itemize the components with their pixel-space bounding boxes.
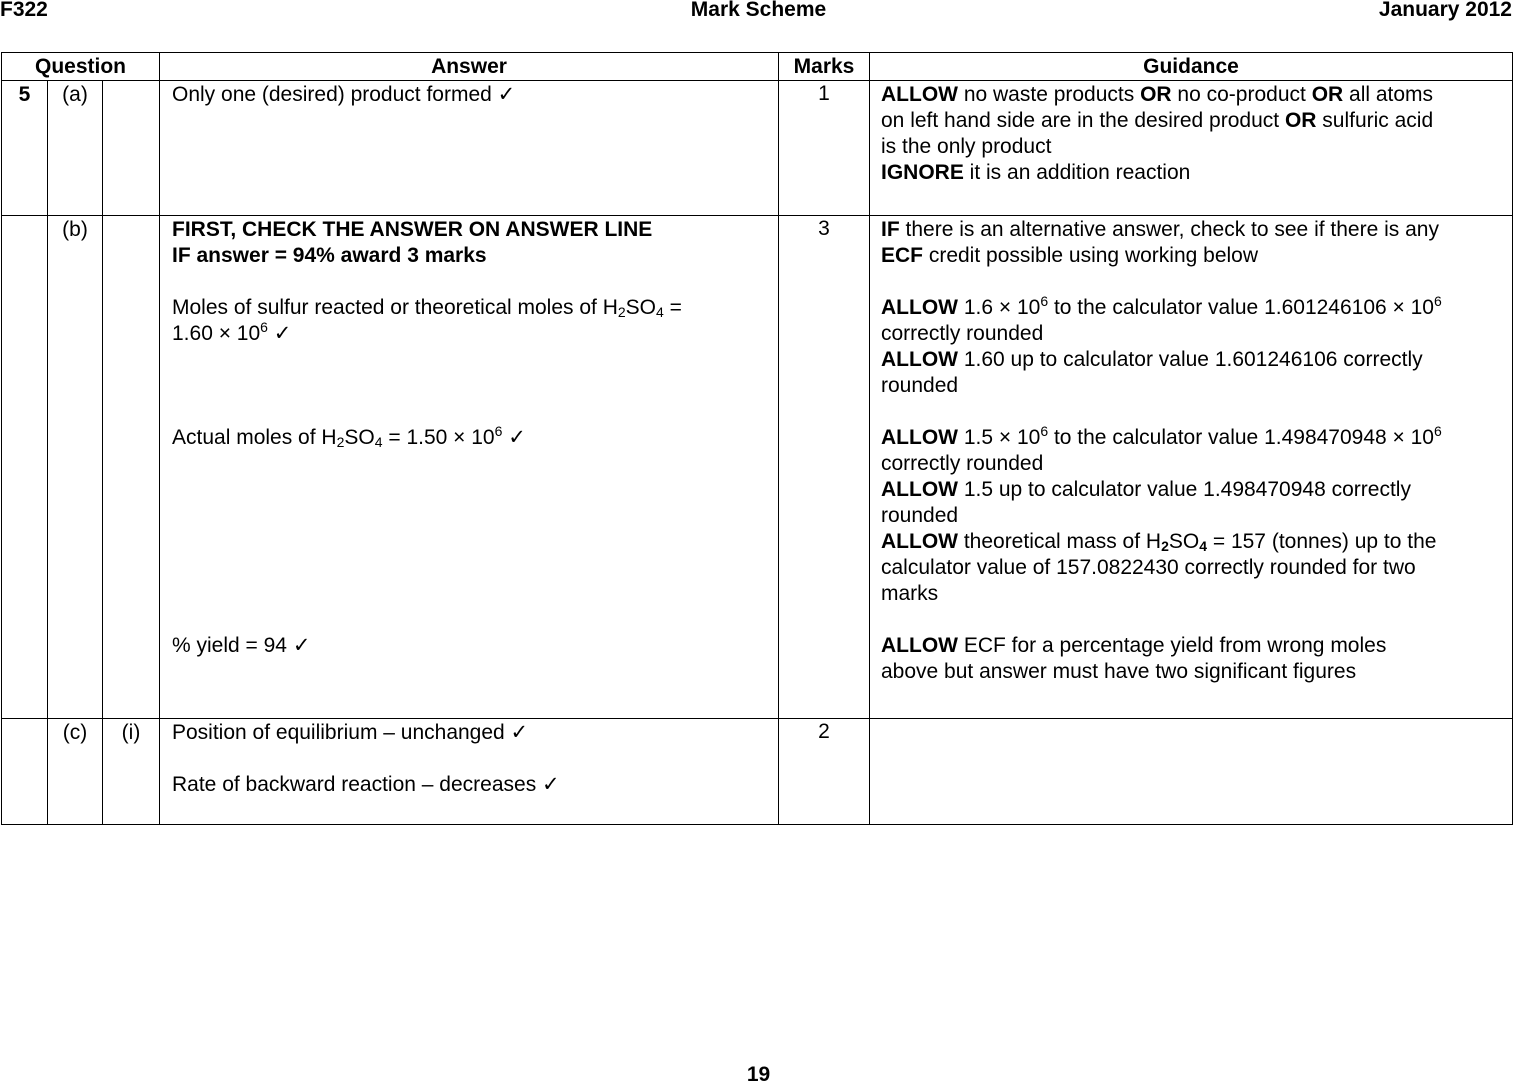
guidance-cell: ALLOW no waste products OR no co-product OR all atoms on left hand side are in the desired product OR sulfuric acid is the only product IGNORE it is an addition reaction bbox=[870, 81, 1513, 216]
table-row bbox=[2, 216, 1513, 719]
answer-cell: Position of equilibrium – unchanged ✓ Rate of backward reaction – decreases ✓ bbox=[160, 719, 779, 825]
header-marks: Marks bbox=[779, 53, 870, 81]
header-question: Question bbox=[2, 53, 160, 81]
doc-date: January 2012 bbox=[1378, 0, 1512, 21]
question-subpart bbox=[103, 81, 160, 216]
answer-cell: FIRST, CHECK THE ANSWER ON ANSWER LINE IF answer = 94% award 3 marks Moles of sulfur reacted or theoretical moles of $H_2SO_4$ = $1.60 \times 10^6$ ✓ Actual moles of $H_2SO_4 = 1.50 \times 10^6$ ✓ % yield = 94 ✓ bbox=[160, 216, 779, 719]
table-row bbox=[2, 81, 1513, 216]
question-part: (c) bbox=[48, 719, 103, 825]
question-subpart: (i) bbox=[103, 719, 160, 825]
table-row bbox=[2, 719, 1513, 825]
marks-cell: 3 bbox=[779, 216, 870, 719]
question-number: 5 bbox=[2, 81, 48, 216]
guidance-cell: IF there is an alternative answer, check to see if there is any ECF credit possible using working below ALLOW $1.6 \times 10^6$ to the calculator value $1.601246106 \times 10^6$ correctly rounded ALLOW 1.60 up to calculator value 1.601246106 correctly rounded ALLOW $1.5 \times 10^6$ to the calculator value $1.498470948 \times 10^6$ correctly rounded ALLOW 1.5 up to calculator value 1.498470948 correctly rounded ALLOW theoretical mass of $H_2SO_4 = 157$ (tonnes) up to the calculator value of 157.0822430 correctly rounded for two marks ALLOW ECF for a percentage yield from wrong moles above but answer must have two significant figures bbox=[870, 216, 1513, 719]
doc-code: F322 bbox=[0, 0, 48, 21]
doc-title: Mark Scheme bbox=[690, 0, 827, 21]
question-part: (b) bbox=[48, 216, 103, 719]
marks-cell: 2 bbox=[779, 719, 870, 825]
header-guidance: Guidance bbox=[870, 53, 1513, 81]
table-header-row bbox=[2, 53, 1513, 81]
mark-scheme-table bbox=[1, 52, 1513, 825]
guidance-cell bbox=[870, 719, 1513, 825]
question-part: (a) bbox=[48, 81, 103, 216]
answer-cell: Only one (desired) product formed ✓ bbox=[160, 81, 779, 216]
page-number: 19 bbox=[746, 1063, 771, 1086]
marks-cell: 1 bbox=[779, 81, 870, 216]
header-answer: Answer bbox=[160, 53, 779, 81]
